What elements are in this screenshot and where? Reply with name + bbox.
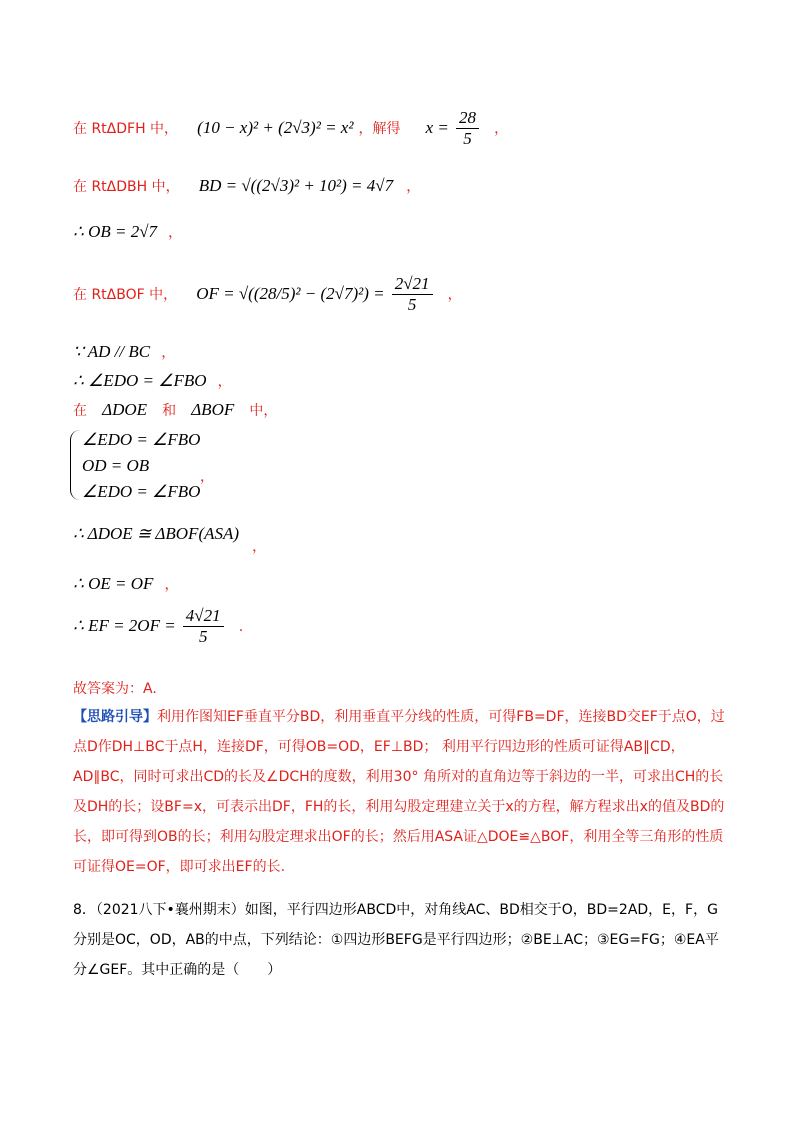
fraction (456, 108, 479, 149)
text: 在 (73, 403, 87, 419)
text: ， (406, 179, 421, 195)
hint-label: 【思路引导】 (73, 709, 157, 725)
solution-line-10 (73, 606, 243, 647)
text: ， (494, 121, 509, 137)
system-row-3 (82, 482, 200, 502)
numerator: 28 (456, 108, 479, 129)
text: ， (447, 287, 462, 303)
equation: ∴ ∠EDO = ∠FBO (73, 371, 207, 390)
denominator: 5 (407, 295, 417, 314)
text: ， (217, 374, 232, 390)
triangle-name: ΔDOE (102, 400, 148, 419)
equation: ∴ OE = OF (73, 574, 154, 593)
solution-line-1 (73, 108, 508, 149)
text: 在 RtΔBOF 中， (73, 287, 178, 303)
triangle-name: ΔBOF (191, 400, 235, 419)
equation: ∴ ΔDOE ≅ ΔBOF(ASA) (73, 524, 240, 543)
equation: ∵ AD // BC (73, 342, 151, 361)
solution-line-2 (73, 176, 420, 196)
text: 在 RtΔDBH 中， (73, 179, 180, 195)
numerator: 2√21 (392, 274, 433, 295)
solution-line-9 (73, 574, 178, 594)
text: 和 (162, 403, 177, 419)
solution-line-8 (73, 524, 267, 555)
system-row-1 (82, 430, 200, 450)
text: . (238, 619, 244, 635)
text: 中， (249, 403, 278, 419)
equation: ∠EDO = ∠FBO (82, 482, 201, 501)
system-end: ， (200, 469, 214, 485)
system-brace (70, 430, 81, 500)
solution-line-7 (73, 400, 277, 420)
solution-line-3 (73, 222, 182, 242)
hint-paragraph (73, 702, 725, 882)
text: ，解得 (358, 121, 401, 137)
text: ， (252, 539, 267, 555)
equation: ∴ OB = 2√7 (73, 222, 158, 241)
question-8: 8．（2021八下•襄州期末）如图，平行四边形ABCD中，对角线AC、BD相交于O，BD=2AD，E，F，G分别是OC，OD，AB的中点，下列结论：①四边形BEFG是平行四边形；②BE⊥AC；③EG=FG；④EA平分∠GEF。其中正确的是（ ） (73, 902, 719, 978)
answer-line: 故答案为：A. (73, 681, 157, 697)
equation: (10 − x)² + (2√3)² = x² (197, 118, 354, 137)
numerator: 4√21 (183, 606, 224, 627)
equation: ∴ EF = 2OF = (73, 616, 176, 635)
text: 在 RtΔDFH 中， (73, 121, 179, 137)
equation: OD = OB (82, 456, 150, 475)
equation: OF = √((28/5)² − (2√7)²) = (196, 284, 385, 303)
text: ， (168, 225, 183, 241)
denominator: 5 (463, 129, 472, 148)
text: ， (164, 577, 179, 593)
equation: BD = √((2√3)² + 10²) = 4√7 (198, 176, 394, 195)
text: ， (161, 345, 176, 361)
solution-line-6 (73, 371, 232, 391)
solution-line-4 (73, 274, 462, 315)
variable: x = (425, 118, 449, 137)
hint-text: 利用作图知EF垂直平分BD，利用垂直平分线的性质，可得FB=DF，连接BD交EF于点O，过点D作DH⊥BC于点H，连接DF，可得OB=OD，EF⊥BD； 利用平行四边形的性质可证得AB∥CD，AD∥BC，同时可求出CD的长及∠DCH的度数，利用30° 角所对的直角边等于斜边的一半，可求出CH的长及DH的长；设BF=x，可表示出DF，FH的长，利用勾股定理建立关于x的方程，解方程求出x的值及BD的长，即可得到OB的长；利用勾股定理求出OF的长；然后用ASA证△DOE≌△BOF，利用全等三角形的性质可证得OE=OF，即可求出EF的长. (73, 709, 725, 875)
denominator: 5 (198, 627, 208, 646)
equation: ∠EDO = ∠FBO (82, 430, 201, 449)
system-row-2 (82, 456, 149, 476)
solution-line-5 (73, 342, 175, 362)
fraction (183, 606, 224, 647)
fraction (392, 274, 433, 315)
